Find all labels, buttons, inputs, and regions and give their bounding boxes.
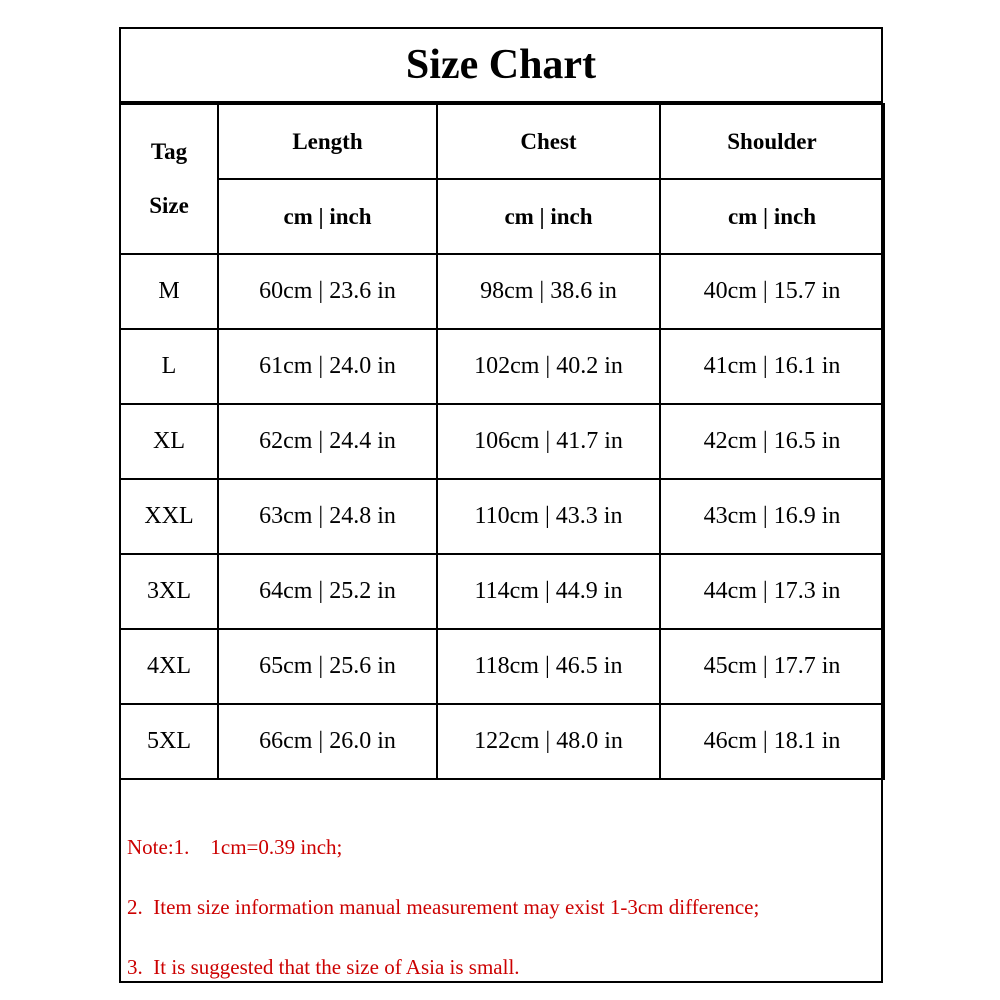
size-table xyxy=(119,103,885,780)
chest-cell: 106cm | 41.7 in xyxy=(437,404,660,479)
size-cell: XL xyxy=(120,404,218,479)
shoulder-cell: 44cm | 17.3 in xyxy=(660,554,884,629)
shoulder-cell: 40cm | 15.7 in xyxy=(660,254,884,329)
shoulder-cell: 41cm | 16.1 in xyxy=(660,329,884,404)
size-cell: XXL xyxy=(120,479,218,554)
column-header-chest: Chest xyxy=(437,104,660,179)
length-cell: 64cm | 25.2 in xyxy=(218,554,437,629)
tag-header-line2: Size xyxy=(149,193,189,218)
table-row xyxy=(120,254,884,329)
chest-cell: 114cm | 44.9 in xyxy=(437,554,660,629)
tag-size-header xyxy=(120,104,218,254)
column-header-length: Length xyxy=(218,104,437,179)
shoulder-cell: 45cm | 17.7 in xyxy=(660,629,884,704)
table-row xyxy=(120,554,884,629)
chest-cell: 98cm | 38.6 in xyxy=(437,254,660,329)
table-units-row xyxy=(120,179,884,254)
size-cell: 3XL xyxy=(120,554,218,629)
table-row xyxy=(120,704,884,779)
table-row xyxy=(120,329,884,404)
table-row xyxy=(120,629,884,704)
chest-cell: 122cm | 48.0 in xyxy=(437,704,660,779)
table-header-row xyxy=(120,104,884,179)
table-row xyxy=(120,479,884,554)
table-row xyxy=(120,404,884,479)
chest-cell: 118cm | 46.5 in xyxy=(437,629,660,704)
size-cell: 4XL xyxy=(120,629,218,704)
length-cell: 66cm | 26.0 in xyxy=(218,704,437,779)
page-title: Size Chart xyxy=(121,29,881,103)
size-cell: L xyxy=(120,329,218,404)
tag-header-line1: Tag xyxy=(150,139,188,164)
note-line-1: Note:1. 1cm=0.39 inch; xyxy=(127,835,343,859)
column-header-shoulder: Shoulder xyxy=(660,104,884,179)
unit-header-length: cm | inch xyxy=(218,179,437,254)
table-body xyxy=(120,254,884,779)
length-cell: 60cm | 23.6 in xyxy=(218,254,437,329)
length-cell: 62cm | 24.4 in xyxy=(218,404,437,479)
chest-cell: 110cm | 43.3 in xyxy=(437,479,660,554)
size-chart-frame xyxy=(119,27,883,983)
note-line-3: 3. It is suggested that the size of Asia is small. xyxy=(127,955,520,979)
shoulder-cell: 42cm | 16.5 in xyxy=(660,404,884,479)
length-cell: 61cm | 24.0 in xyxy=(218,329,437,404)
shoulder-cell: 46cm | 18.1 in xyxy=(660,704,884,779)
size-cell: M xyxy=(120,254,218,329)
unit-header-shoulder: cm | inch xyxy=(660,179,884,254)
note-line-2: 2. Item size information manual measurement may exist 1-3cm difference; xyxy=(127,895,760,919)
length-cell: 65cm | 25.6 in xyxy=(218,629,437,704)
unit-header-chest: cm | inch xyxy=(437,179,660,254)
chest-cell: 102cm | 40.2 in xyxy=(437,329,660,404)
shoulder-cell: 43cm | 16.9 in xyxy=(660,479,884,554)
size-cell: 5XL xyxy=(120,704,218,779)
length-cell: 63cm | 24.8 in xyxy=(218,479,437,554)
